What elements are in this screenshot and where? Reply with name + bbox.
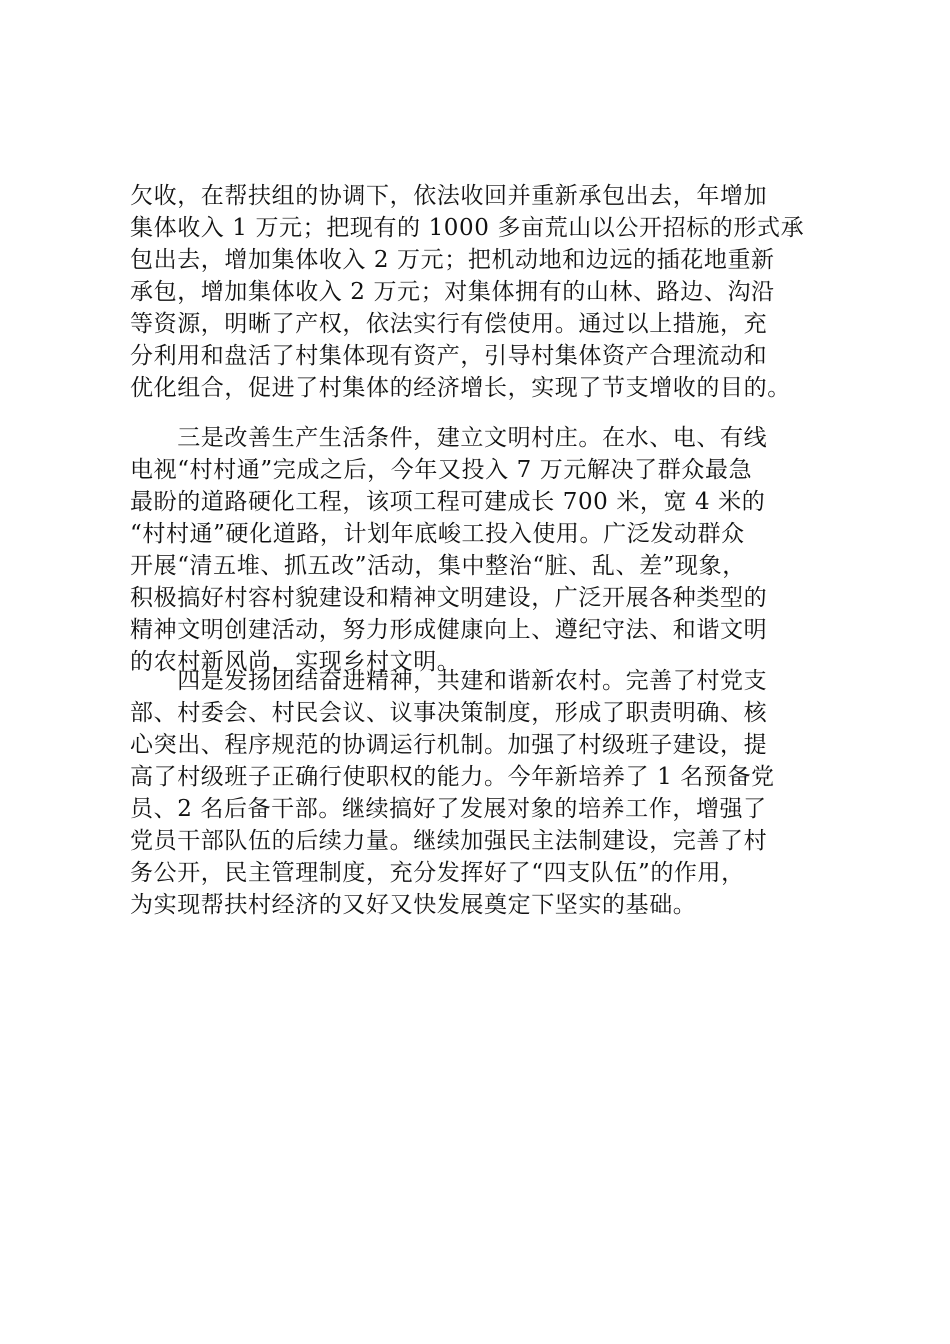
text-line: 分利用和盘活了村集体现有资产，引导村集体资产合理流动和: [130, 343, 768, 369]
paragraph-unity-spirit: [130, 665, 835, 921]
text-line: 三是改善生产生活条件，建立文明村庄。在水、电、有线: [130, 425, 768, 451]
text-line: 积极搞好村容村貌建设和精神文明建设，广泛开展各种类型的: [130, 585, 768, 611]
text-line: 部、村委会、村民会议、议事决策制度，形成了职责明确、核: [130, 700, 768, 726]
text-line: 集体收入 1 万元；把现有的 1000 多亩荒山以公开招标的形式承: [130, 215, 805, 241]
text-line: 四是发扬团结奋进精神，共建和谐新农村。完善了村党支: [130, 668, 768, 694]
text-line: 的农村新风尚，实现乡村文明。: [130, 649, 461, 675]
text-line: 务公开，民主管理制度，充分发挥好了“四支队伍”的作用，: [130, 860, 745, 886]
text-line: “村村通”硬化道路，计划年底峻工投入使用。广泛发动群众: [130, 521, 745, 547]
text-line: 心突出、程序规范的协调运行机制。加强了村级班子建设，提: [130, 732, 768, 758]
paragraph-living-conditions: [130, 422, 835, 678]
text-line: 优化组合，促进了村集体的经济增长，实现了节支增收的目的。: [130, 375, 791, 401]
text-line: 员、2 名后备干部。继续搞好了发展对象的培养工作，增强了: [130, 796, 767, 822]
text-line: 电视“村村通”完成之后，今年又投入 7 万元解决了群众最急: [130, 457, 753, 483]
text-line: 为实现帮扶村经济的又好又快发展奠定下坚实的基础。: [130, 892, 697, 918]
text-line: 包出去，增加集体收入 2 万元；把机动地和边远的插花地重新: [130, 247, 775, 273]
paragraph-collective-income: [130, 180, 835, 404]
text-line: 承包，增加集体收入 2 万元；对集体拥有的山林、路边、沟沿: [130, 279, 775, 305]
text-line: 高了村级班子正确行使职权的能力。今年新培养了 1 名预备党: [130, 764, 775, 790]
text-line: 精神文明创建活动，努力形成健康向上、遵纪守法、和谐文明: [130, 617, 768, 643]
text-line: 欠收，在帮扶组的协调下，依法收回并重新承包出去，年增加: [130, 183, 768, 209]
text-line: 等资源，明晰了产权，依法实行有偿使用。通过以上措施，充: [130, 311, 768, 337]
text-line: 开展“清五堆、抓五改”活动，集中整治“脏、乱、差”现象，: [130, 553, 746, 579]
text-line: 党员干部队伍的后续力量。继续加强民主法制建设，完善了村: [130, 828, 768, 854]
text-line: 最盼的道路硬化工程，该项工程可建成长 700 米，宽 4 米的: [130, 489, 766, 515]
